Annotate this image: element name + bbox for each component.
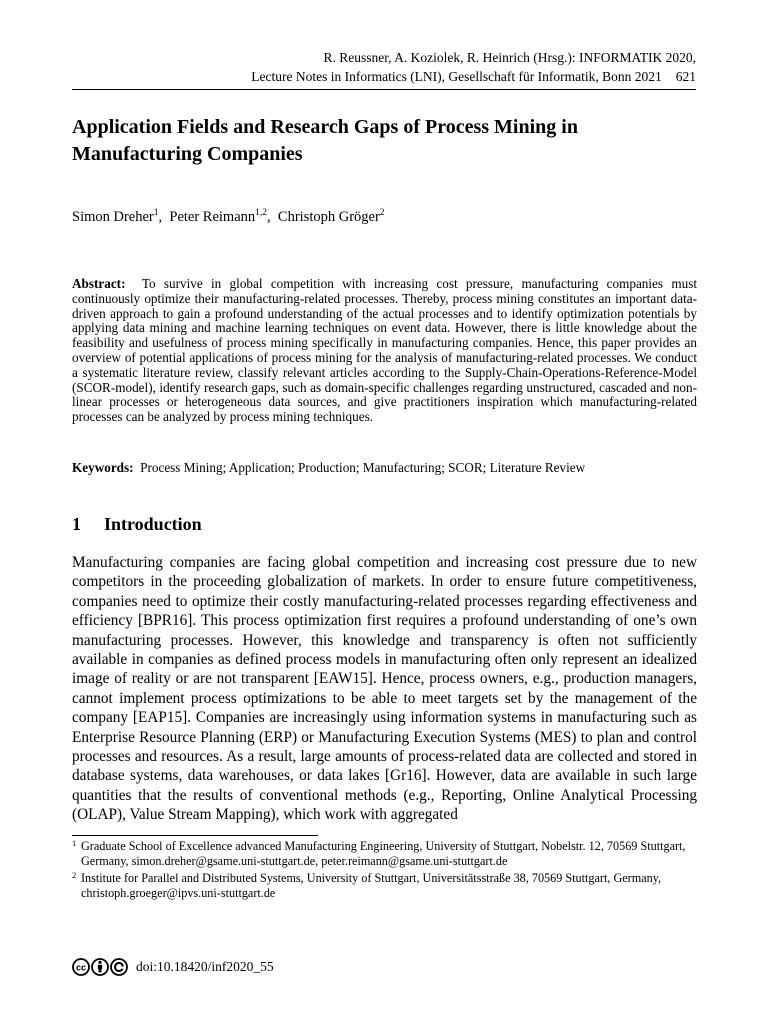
cc-by-sa-icon [72,958,128,976]
author-affiliation: 2 [379,208,385,218]
section-title: Introduction [104,514,202,534]
header-publication: Lecture Notes in Informatics (LNI), Gesellschaft für Informatik, Bonn 2021 [251,69,662,84]
header-line-2 [251,67,696,86]
footnote [72,839,697,870]
keywords-label: Keywords: [72,460,134,475]
doi-line [72,957,274,977]
header-line-1: R. Reussner, A. Koziolek, R. Heinrich (Hrsg.): INFORMATIK 2020, [323,50,696,65]
footnote-rule [72,835,318,836]
paper-title: Application Fields and Research Gaps of Process Mining in Manufacturing Companies [72,116,578,165]
author-affiliation: 1 [153,208,159,218]
author-name: Peter Reimann [169,208,256,225]
keywords-text: Process Mining; Application; Production; Manufacturing; SCOR; Literature Review [140,460,586,475]
footnote [72,871,697,902]
running-header [251,48,696,86]
page-number: 621 [675,69,696,84]
author-name: Simon Dreher [72,208,154,225]
doi-text: doi:10.18420/inf2020_55 [136,959,274,974]
footnote-mark: 2 [72,869,77,880]
abstract [72,277,697,425]
footnote-text: Institute for Parallel and Distributed Systems, University of Stuttgart, Universitätsstraße 38, 70569 Stuttgart, Germany, christoph.groeger@ipvs.uni-stuttgart.de [81,870,662,901]
section-number: 1 [72,514,81,534]
body-paragraph: Manufacturing companies are facing global competition and increasing cost pressure due to new competitors in the proceeding globalization of markets. In order to ensure future competitiveness, companies need to optimize their costly manufacturing-related processes regarding effectiveness and efficiency [BPR16]. This process optimization first requires a profound understanding of one’s own manufacturing processes. However, this knowledge and transparency is often not sufficiently available in companies as defined process models in manufacturing often only represent an idealized image of reality or are not transparent [EAW15]. Hence, process owners, e.g., production managers, cannot implement process optimizations to be able to meet targets set by the management of the company [EAP15]. Companies are increasingly using information systems in manufacturing such as Enterprise Resource Planning (ERP) or Manufacturing Execution Systems (MES) to plan and control processes and resources. As a result, large amounts of process-related data are collected and stored in database systems, data warehouses, or data lakes [Gr16]. However, data are available in such large quantities that the results of conventional methods (e.g., Reporting, Online Analytical Processing (OLAP), Value Stream Mapping), which work with aggregated [72,554,697,824]
abstract-label: Abstract: [72,276,126,291]
author-name: Christoph Gröger [277,208,380,225]
keywords [72,460,697,476]
abstract-text: To survive in global competition with increasing cost pressure, manufacturing companies must continuously optimize their manufacturing-related processes. Thereby, process mining constitutes an important data-driven approach to gain a profound understanding of the actual processes and to identify optimization potentials by applying data mining and machine learning techniques on event data. However, there is little knowledge about the feasibility and usefulness of process mining specifically in manufacturing companies. Hence, this paper provides an overview of potential applications of process mining for the analysis of manufacturing-related processes. We conduct a systematic literature review, classify relevant articles according to the Supply-Chain-Operations-Reference-Model (SCOR-model), identify research gaps, such as domain-specific challenges regarding unstructured, cascaded and non-linear processes or heterogeneous data sources, and give practitioners inspiration which manufacturing-related processes can be analyzed by process mining techniques. [72,276,697,425]
svg-text:cc: cc [75,962,87,973]
section-heading [72,512,202,536]
author-affiliation: 1,2 [255,208,268,218]
footnote-mark: 1 [72,838,77,848]
footnote-text: Graduate School of Excellence advanced Manufacturing Engineering, University of Stuttgart, Nobelstr. 12, 70569 Stuttgart, Germany, simon.dreher@gsame.uni-stuttgart.de, peter.reimann@gsame.uni-stuttgart.de [81,839,686,869]
author-list: Simon Dreher$^1$, Peter Reimann$^{1,2}$, Christoph Gröger$^2$ [72,208,385,225]
footnotes [72,839,697,903]
header-rule [72,89,696,90]
